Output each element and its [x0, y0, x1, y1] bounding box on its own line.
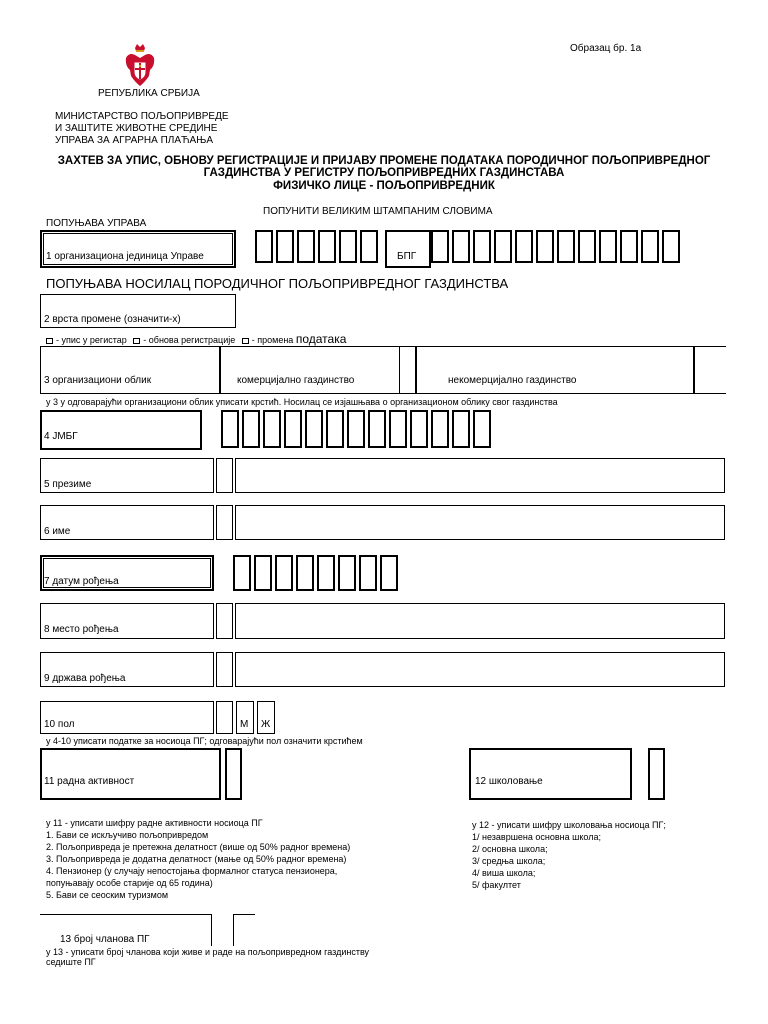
jmbg-label-box [40, 410, 202, 450]
unit-label: 1 организациона јединица Управе [46, 251, 204, 262]
education-note-1: 1/ незавршена основна школа; [472, 832, 601, 842]
jmbg-cell[interactable] [326, 410, 344, 448]
birth-date-cell[interactable] [275, 555, 293, 591]
bpg-cells[interactable] [431, 230, 683, 263]
jmbg-cell[interactable] [368, 410, 386, 448]
birth-place-input[interactable] [235, 603, 725, 639]
jmbg-cell[interactable] [452, 410, 470, 448]
birth-date-cell[interactable] [254, 555, 272, 591]
activity-note-3: 3. Пољопривреда је додатна делатност (мање од 50% радног времена) [46, 854, 347, 864]
activity-note-6: 5. Бави се сеоским туризмом [46, 890, 169, 900]
unit-code-cell[interactable] [318, 230, 336, 263]
instruction-text: ПОПУНИТИ ВЕЛИКИМ ШТАМПАНИМ СЛОВИМА [263, 206, 493, 217]
jmbg-cell[interactable] [473, 410, 491, 448]
jmbg-cell[interactable] [431, 410, 449, 448]
republic-label: РЕПУБЛИКА СРБИЈА [98, 88, 200, 99]
option-change-trailing: података [295, 332, 347, 346]
jmbg-cell[interactable] [410, 410, 428, 448]
jmbg-cell[interactable] [242, 410, 260, 448]
unit-code-cell[interactable] [255, 230, 273, 263]
birth-date-cell[interactable] [296, 555, 314, 591]
education-note-5: 5/ факултет [472, 880, 521, 890]
holder-section-title: ПОПУЊАВА НОСИЛАЦ ПОРОДИЧНОГ ПОЉОПРИВРЕДНОГ ГАЗДИНСТВА [46, 276, 509, 291]
ministry-line-1: МИНИСТАРСТВО ПОЉОПРИВРЕДЕ [55, 111, 229, 122]
org-form-label: 3 организациони облик [44, 375, 152, 386]
birth-date-cell[interactable] [317, 555, 335, 591]
birth-country-input[interactable] [235, 652, 725, 687]
option-checkbox-renew[interactable] [133, 338, 140, 344]
option-checkbox-register[interactable] [46, 338, 53, 344]
education-note-3: 3/ средња школа; [472, 856, 546, 866]
noncommercial-label: некомерцијално газдинство [448, 375, 577, 386]
gender-label: 10 пол [44, 719, 75, 730]
jmbg-cell[interactable] [347, 410, 365, 448]
unit-code-cell[interactable] [360, 230, 378, 263]
commercial-label: комерцијално газдинство [237, 375, 355, 386]
education-note-4: 4/ виша школа; [472, 868, 536, 878]
birth-date-label: 7 датум рођења [44, 576, 119, 587]
form-title-line-2: ГАЗДИНСТВА У РЕГИСТРУ ПОЉОПРИВРЕДНИХ ГАЗДИНСТАВА [203, 167, 565, 179]
change-type-options [46, 334, 346, 346]
jmbg-label: 4 ЈМБГ [44, 431, 78, 442]
option-register-label: - упис у регистар [56, 335, 127, 345]
education-note-0: у 12 - уписати шифру школовања носиоца ПГ; [472, 820, 666, 830]
bpg-cell[interactable] [515, 230, 533, 263]
bpg-cell[interactable] [536, 230, 554, 263]
education-code-box[interactable] [648, 748, 665, 800]
bpg-cell[interactable] [641, 230, 659, 263]
option-renew-label: - обнова регистрације [143, 335, 236, 345]
activity-note-2: 2. Пољопривреда је претежна делатност (више од 50% радног времена) [46, 842, 351, 852]
bpg-cell[interactable] [662, 230, 680, 263]
name-input[interactable] [235, 505, 725, 540]
surname-label: 5 презиме [44, 479, 92, 490]
activity-note-4: 4. Пензионер (у случају непостојања формалног статуса пензионера, [46, 866, 338, 876]
noncommercial-checkbox[interactable] [694, 346, 726, 394]
ministry-line-3: УПРАВА ЗА АГРАРНА ПЛАЋАЊА [55, 135, 213, 146]
bpg-cell[interactable] [431, 230, 449, 263]
members-label: 13 број чланова ПГ [60, 934, 150, 945]
education-label: 12 школовање [475, 776, 543, 787]
jmbg-cell[interactable] [284, 410, 302, 448]
work-activity-label: 11 радна активност [44, 776, 135, 787]
work-activity-code-box[interactable] [225, 748, 242, 800]
members-note-1: у 13 - уписати број чланова који живе и раде на пољопривредном газдинству [46, 947, 370, 957]
work-activity-label-box [40, 748, 221, 800]
unit-code-cells[interactable] [255, 230, 381, 263]
admin-section-label: ПОПУЊАВА УПРАВА [46, 218, 147, 229]
birth-place-label: 8 место рођења [44, 624, 119, 635]
birth-date-cell[interactable] [338, 555, 356, 591]
education-label-box [469, 748, 632, 800]
jmbg-cells[interactable] [221, 410, 494, 448]
birth-date-cell[interactable] [359, 555, 377, 591]
members-note-2: седиште ПГ [46, 957, 96, 967]
birth-date-cell[interactable] [380, 555, 398, 591]
jmbg-cell[interactable] [389, 410, 407, 448]
bpg-cell[interactable] [473, 230, 491, 263]
gender-m-label: М [240, 719, 249, 730]
birth-date-cell[interactable] [233, 555, 251, 591]
activity-note-1: 1. Бави се искључиво пољопривредом [46, 830, 209, 840]
commercial-checkbox[interactable] [399, 346, 416, 394]
birth-country-label: 9 држава рођења [44, 673, 126, 684]
coat-of-arms-icon [123, 42, 157, 88]
members-count-box[interactable] [233, 914, 255, 946]
option-change-label: - промена [251, 335, 294, 345]
activity-note-5: попуњавају особе старије од 65 година) [46, 878, 213, 888]
form-title-line-3: ФИЗИЧКО ЛИЦЕ - ПОЉОПРИВРЕДНИК [273, 180, 495, 192]
jmbg-cell[interactable] [263, 410, 281, 448]
form-number: Образац бр. 1а [570, 43, 642, 54]
name-label: 6 име [44, 526, 71, 537]
bpg-cell[interactable] [599, 230, 617, 263]
bpg-cell[interactable] [578, 230, 596, 263]
gender-note: у 4-10 уписати податке за носиоца ПГ; одговарајући пол означити крстићем [46, 736, 363, 746]
ministry-line-2: И ЗАШТИТЕ ЖИВОТНЕ СРЕДИНЕ [55, 123, 218, 134]
surname-input[interactable] [235, 458, 725, 493]
form-title-line-1: ЗАХТЕВ ЗА УПИС, ОБНОВУ РЕГИСТРАЦИЈЕ И ПРИЈАВУ ПРОМЕНЕ ПОДАТАКА ПОРОДИЧНОГ ПОЉОПРИВРЕДНОГ [57, 155, 711, 167]
unit-code-cell[interactable] [339, 230, 357, 263]
bpg-cell[interactable] [452, 230, 470, 263]
bpg-cell[interactable] [620, 230, 638, 263]
bpg-cell[interactable] [557, 230, 575, 263]
jmbg-cell[interactable] [305, 410, 323, 448]
jmbg-cell[interactable] [221, 410, 239, 448]
bpg-label: БПГ [397, 251, 417, 262]
gender-f-label: Ж [261, 719, 271, 730]
option-checkbox-change[interactable] [242, 338, 249, 344]
education-note-2: 2/ основна школа; [472, 844, 548, 854]
unit-code-cell[interactable] [297, 230, 315, 263]
change-type-label: 2 врста промене (означити-х) [44, 314, 181, 325]
birth-date-cells[interactable] [233, 555, 401, 591]
bpg-cell[interactable] [494, 230, 512, 263]
org-form-note: у 3 у одговарајући организациони облик уписати крстић. Носилац се изјашњава о организационом облику свог газдинства [46, 397, 558, 407]
unit-code-cell[interactable] [276, 230, 294, 263]
activity-note-0: у 11 - уписати шифру радне активности носиоца ПГ [46, 818, 263, 828]
